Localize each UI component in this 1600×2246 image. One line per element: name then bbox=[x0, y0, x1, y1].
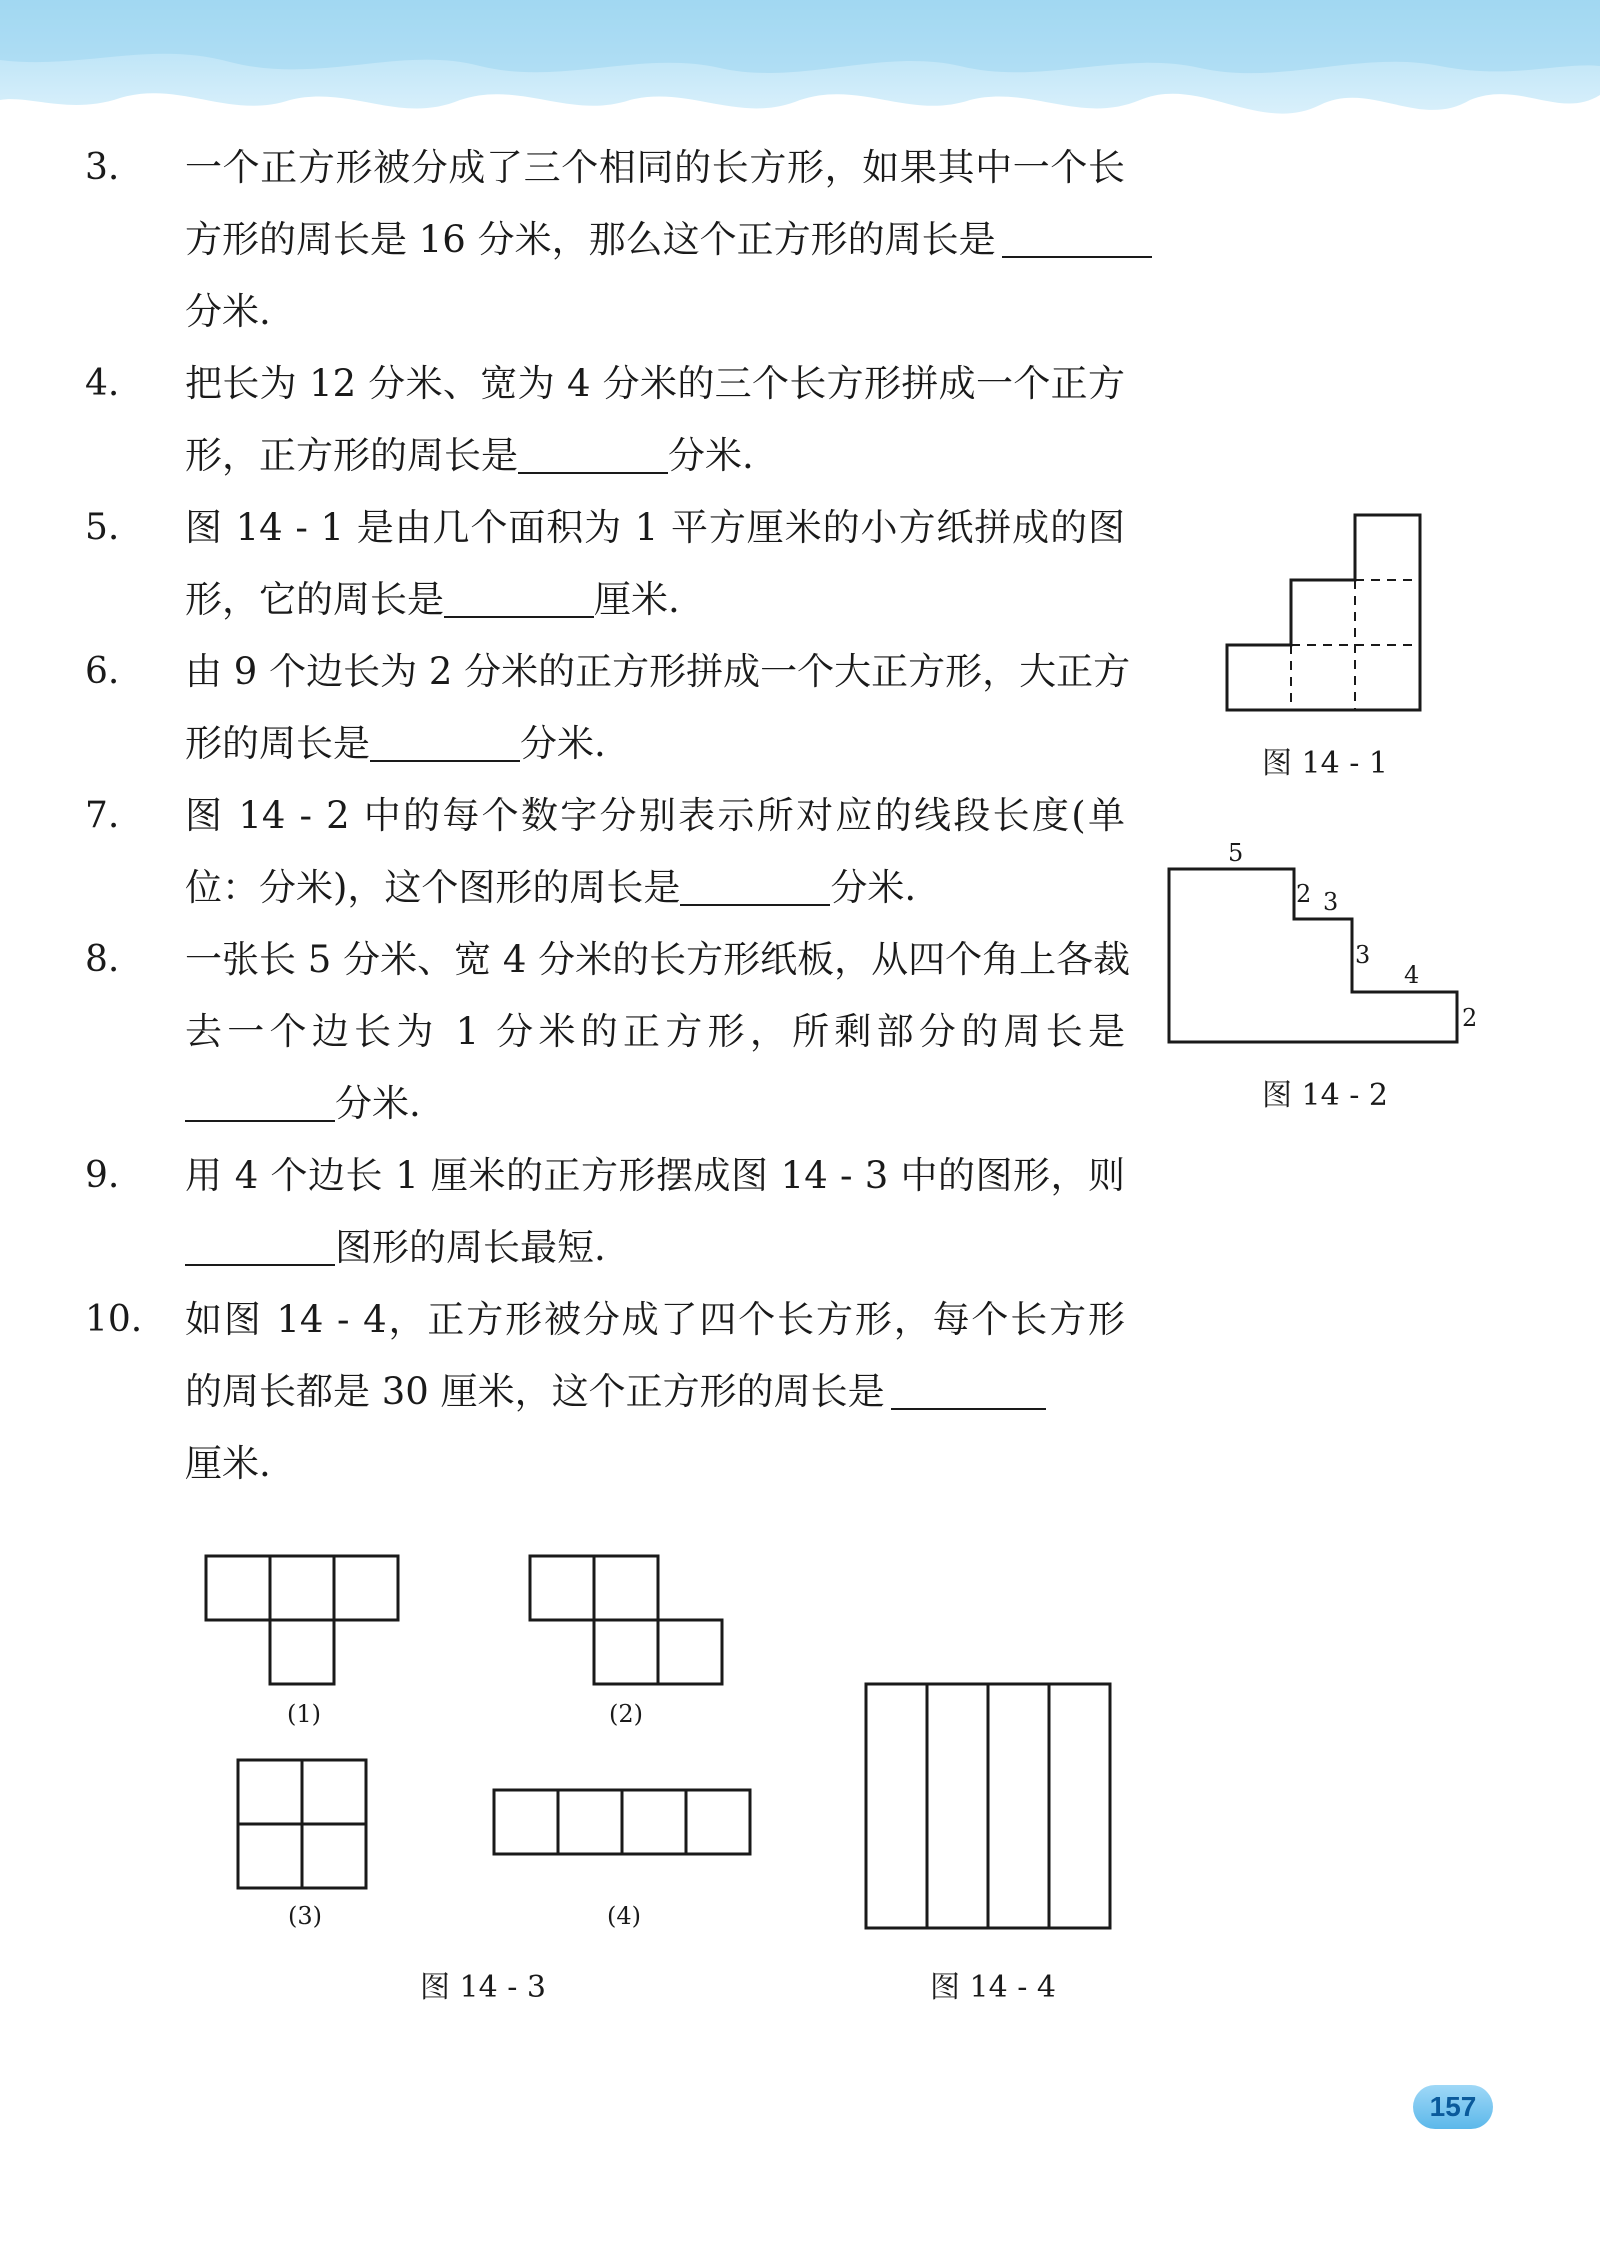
problem-10-number: 10. bbox=[85, 1299, 143, 1340]
figure-14-4-caption: 图 14 - 4 bbox=[930, 1970, 1057, 2005]
problem-3-line-1: 3. 一个正方形被分成了三个相同的长方形，如果其中一个长 bbox=[185, 132, 1125, 204]
figure-14-3-shape-4-strip bbox=[488, 1784, 758, 1864]
problem-6-line-1: 6. 由 9 个边长为 2 分米的正方形拼成一个大正方形，大正方 bbox=[185, 636, 1125, 708]
figure-14-2-stepped-shape bbox=[1160, 830, 1490, 1070]
problem-8-line-3: 分米. bbox=[185, 1068, 1125, 1140]
problem-9-line-1: 9. 用 4 个边长 1 厘米的正方形摆成图 14 - 3 中的图形，则 bbox=[185, 1140, 1125, 1212]
figure-14-3-caption: 图 14 - 3 bbox=[420, 1970, 547, 2005]
problem-8-answer-blank[interactable] bbox=[185, 1076, 335, 1122]
label-step2-vertical-3: 3 bbox=[1355, 941, 1371, 969]
problem-3-number: 3. bbox=[85, 147, 120, 188]
problem-4-number: 4. bbox=[85, 363, 120, 404]
label-right-vertical-2: 2 bbox=[1462, 1004, 1478, 1032]
problem-6-answer-blank[interactable] bbox=[370, 716, 520, 762]
problem-5-line-1: 5. 图 14 - 1 是由几个面积为 1 平方厘米的小方纸拼成的图 bbox=[185, 492, 1125, 564]
figure-14-3-shape-1-t bbox=[200, 1550, 410, 1690]
label-step1-horizontal-3: 3 bbox=[1323, 888, 1339, 916]
page-number-badge: 157 bbox=[1413, 2085, 1493, 2129]
figure-14-4-divided-square bbox=[862, 1680, 1118, 1936]
problem-3-line-2: 方形的周长是 16 分米，那么这个正方形的周长是 bbox=[185, 204, 1125, 276]
problem-7-line-1: 7. 图 14 - 2 中的每个数字分别表示所对应的线段长度(单 bbox=[185, 780, 1125, 852]
label-top-5: 5 bbox=[1228, 839, 1244, 867]
problem-7-answer-blank[interactable] bbox=[680, 860, 830, 906]
problem-10-line-2: 的周长都是 30 厘米，这个正方形的周长是 bbox=[185, 1356, 1125, 1428]
problem-8-number: 8. bbox=[85, 939, 120, 980]
problem-4-line-1: 4. 把长为 12 分米、宽为 4 分米的三个长方形拼成一个正方 bbox=[185, 348, 1125, 420]
problem-8-line-1: 8. 一张长 5 分米、宽 4 分米的长方形纸板，从四个角上各裁 bbox=[185, 924, 1125, 996]
figure-14-3-subcaption-1: (1) bbox=[287, 1700, 321, 1728]
problem-5-line-2: 形，它的周长是 厘米. bbox=[185, 564, 1125, 636]
problem-3-line-3: 分米. bbox=[185, 290, 271, 333]
figure-14-3-subcaption-2: (2) bbox=[609, 1700, 643, 1728]
figure-14-3-shape-3-square bbox=[232, 1754, 372, 1894]
figure-14-1-staircase bbox=[1220, 510, 1440, 720]
label-step2-horizontal-4: 4 bbox=[1404, 961, 1420, 989]
problem-9-line-2: 图形的周长最短. bbox=[185, 1212, 1125, 1284]
problem-4-line-2: 形，正方形的周长是 分米. bbox=[185, 420, 1125, 492]
figure-14-1-caption: 图 14 - 1 bbox=[1262, 746, 1389, 781]
problem-8-line-2: 去一个边长为 1 分米的正方形，所剩部分的周长是 bbox=[185, 1010, 1125, 1053]
problem-9-answer-blank[interactable] bbox=[185, 1220, 335, 1266]
problem-7-number: 7. bbox=[85, 795, 120, 836]
problem-5-answer-blank[interactable] bbox=[444, 572, 594, 618]
problem-5-number: 5. bbox=[85, 507, 120, 548]
problem-6-line-2: 形的周长是 分米. bbox=[185, 708, 1125, 780]
figure-14-3-shape-2-z bbox=[524, 1550, 734, 1690]
problem-10-answer-blank[interactable] bbox=[891, 1364, 1046, 1410]
problem-9-number: 9. bbox=[85, 1155, 120, 1196]
figure-14-2-caption: 图 14 - 2 bbox=[1262, 1078, 1389, 1113]
problem-10-line-3: 厘米. bbox=[185, 1442, 271, 1485]
problem-4-answer-blank[interactable] bbox=[518, 428, 668, 474]
problem-7-line-2: 位：分米)，这个图形的周长是 分米. bbox=[185, 852, 1125, 924]
figure-14-3-subcaption-3: (3) bbox=[288, 1902, 322, 1930]
problem-3-answer-blank[interactable] bbox=[1002, 212, 1152, 258]
label-step1-vertical-2: 2 bbox=[1296, 880, 1312, 908]
problem-6-number: 6. bbox=[85, 651, 120, 692]
problem-10-line-1: 10. 如图 14 - 4，正方形被分成了四个长方形，每个长方形 bbox=[185, 1284, 1125, 1356]
figure-14-3-subcaption-4: (4) bbox=[607, 1902, 641, 1930]
